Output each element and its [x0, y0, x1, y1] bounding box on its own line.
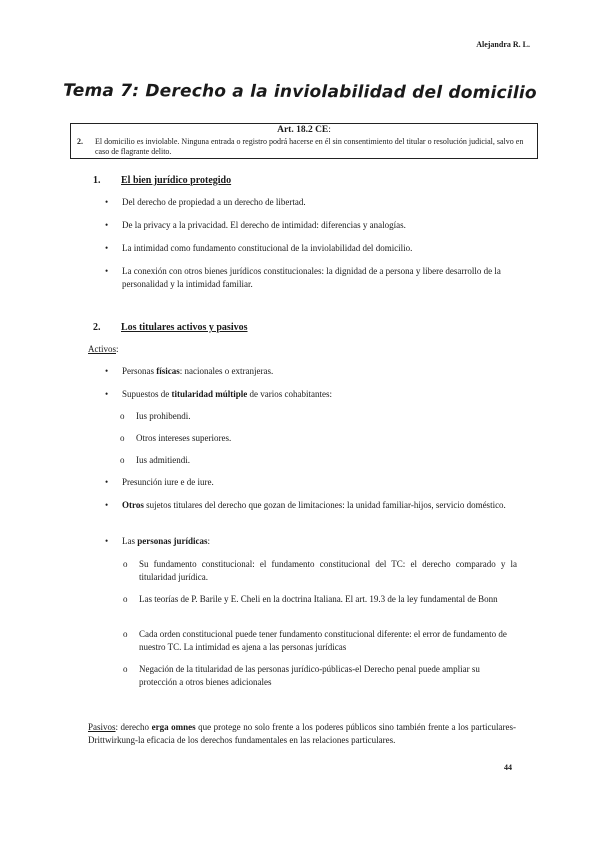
list-item: • La conexión con otros bienes jurídicos constitucionales: la dignidad de a persona y libere desarrollo de la personalidad y la intimidad familiar. — [105, 266, 501, 289]
list-item: • Del derecho de propiedad a un derecho de libertad. — [105, 197, 306, 207]
sub-list-item: o Otros intereses superiores. — [120, 433, 232, 443]
bullet-icon: • — [105, 266, 109, 276]
activos-label: Activos: — [88, 344, 119, 354]
article-number: 2. — [77, 137, 83, 146]
bullet-icon: • — [105, 243, 109, 253]
sub-list-item: o Negación de la titularidad de las personas jurídico-públicas-el Derecho penal puede ampliar su protección a otros bienes adicionales — [123, 664, 480, 687]
bullet-icon: • — [105, 477, 109, 487]
circle-bullet-icon: o — [123, 629, 128, 639]
list-item: • De la privacy a la privacidad. El derecho de intimidad: diferencias y analogías. — [105, 220, 406, 230]
circle-bullet-icon: o — [120, 455, 125, 465]
list-item: • Personas físicas: nacionales o extranjeras. — [105, 366, 274, 376]
page-number: 44 — [504, 763, 512, 772]
sub-list-item: o Ius admitiendi. — [120, 455, 190, 465]
sub-list-item: o Ius prohibendi. — [120, 411, 191, 421]
circle-bullet-icon: o — [120, 411, 125, 421]
pasivos-paragraph: Pasivos: derecho erga omnes que protege no solo frente a los poderes públicos sino también frente a los particulares-Drittwirkung-la eficacia de los derechos fundamentales en las relaciones particulares. — [88, 722, 517, 745]
article-box — [70, 123, 538, 159]
bullet-icon: • — [105, 220, 109, 230]
circle-bullet-icon: o — [120, 433, 125, 443]
list-item: • Otros sujetos titulares del derecho que gozan de limitaciones: la unidad familiar-hijos, servicio doméstico. — [105, 500, 506, 510]
bullet-icon: • — [105, 366, 109, 376]
list-item: • Supuestos de titularidad múltiple de varios cohabitantes: — [105, 389, 332, 399]
section-2-heading: 2. Los titulares activos y pasivos — [93, 322, 248, 333]
list-item: • La intimidad como fundamento constitucional de la inviolabilidad del domicilio. — [105, 243, 413, 253]
sub-list-item: o Cada orden constitucional puede tener fundamento constitucional diferente: el error de fundamento de nuestro TC. La intimidad es ajena a las personas jurídicas — [123, 629, 507, 652]
section-1-heading: 1. El bien jurídico protegido — [93, 175, 232, 186]
sub-list-item: o Las teorías de P. Barile y E. Cheli en la doctrina Italiana. El art. 19.3 de la ley fundamental de Bonn — [123, 594, 498, 604]
article-title: Art. 18.2 CE: — [277, 125, 331, 135]
bullet-icon: • — [105, 389, 109, 399]
circle-bullet-icon: o — [123, 664, 128, 674]
article-text: El domicilio es inviolable. Ninguna entrada o registro podrá hacerse en él sin consentimiento del titular o resolución judicial, salvo en caso de flagrante delito. — [95, 136, 524, 156]
author-header: Alejandra R. L. — [476, 40, 530, 49]
list-item: • Las personas jurídicas: — [105, 536, 211, 546]
bullet-icon: • — [105, 500, 109, 510]
bullet-icon: • — [105, 536, 109, 546]
list-item: • Presunción iure e de iure. — [105, 477, 214, 487]
page-title: Tema 7: Derecho a la inviolabilidad del domicilio — [63, 80, 537, 104]
sub-list-item: o Su fundamento constitucional: el fundamento constitucional del TC: el derecho comparado y la titularidad jurídica. — [123, 559, 517, 582]
circle-bullet-icon: o — [123, 559, 128, 569]
bullet-icon: • — [105, 197, 109, 207]
circle-bullet-icon: o — [123, 594, 128, 604]
